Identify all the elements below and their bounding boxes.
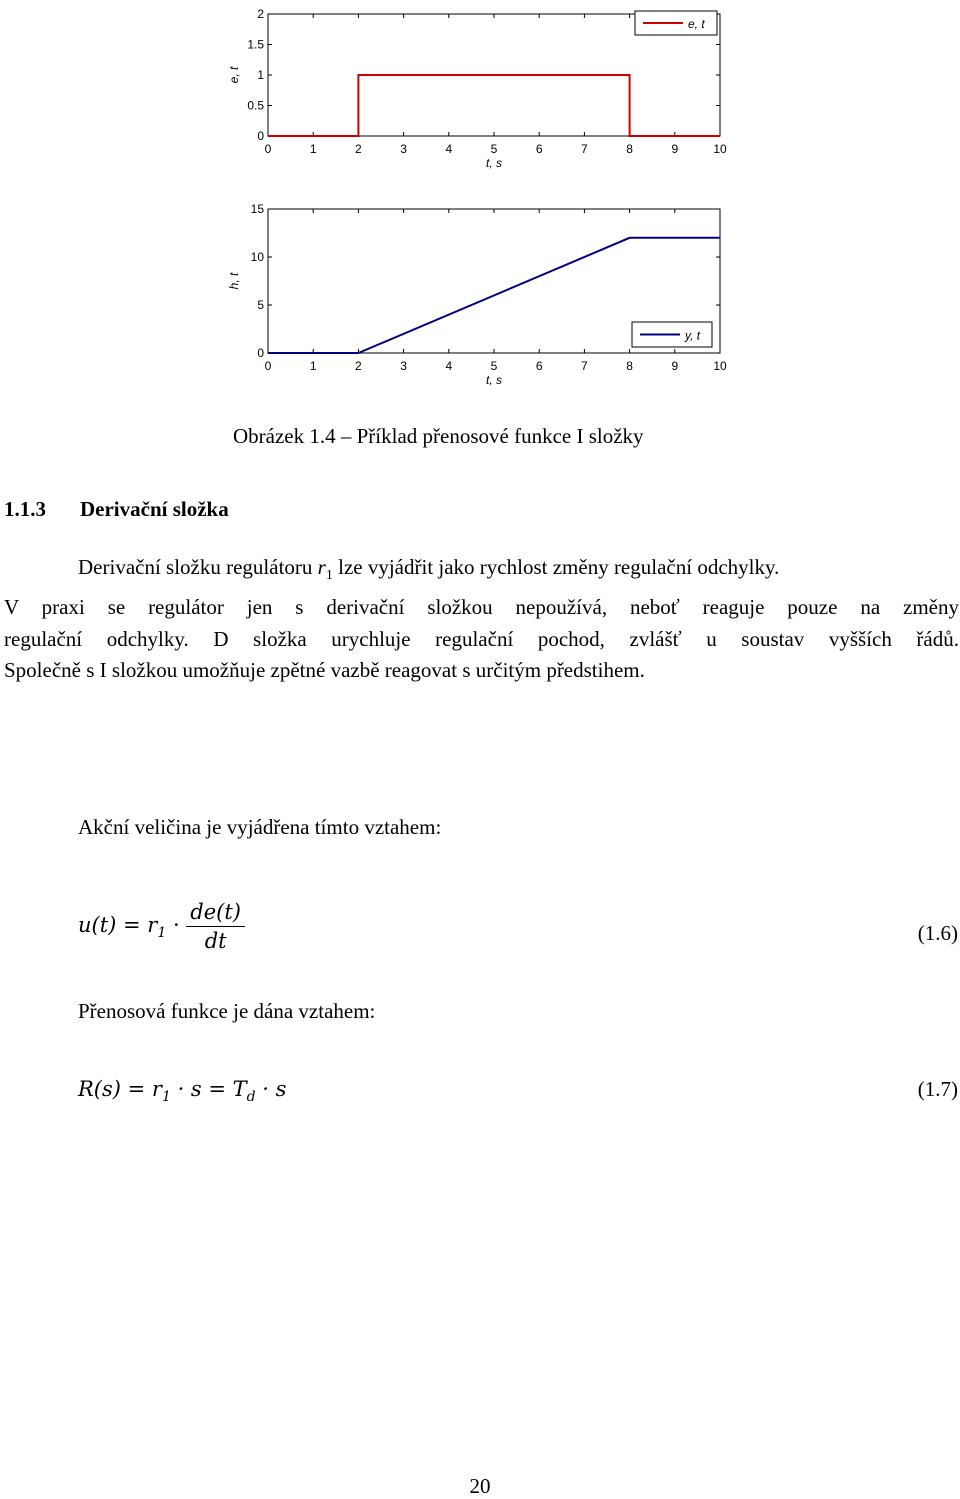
x-tick-label: 10 [713, 359, 727, 373]
eq-part: · s = T [170, 1077, 247, 1101]
paragraph-line-3: regulační odchylky. D složka urychluje regulační pochod, zvlášť u soustav vyšších řádů. [4, 626, 959, 651]
x-tick-label: 8 [626, 142, 633, 156]
x-tick-label: 5 [490, 142, 498, 156]
eq-numerator: de(t) [186, 900, 245, 927]
y-tick-label: 10 [250, 250, 264, 264]
x-tick-label: 4 [445, 359, 453, 373]
eq-part: · s [255, 1077, 287, 1101]
intro-action-variable: Akční veličina je vyjádřena tímto vztahem: [78, 815, 442, 839]
eq-dot: · [166, 913, 187, 937]
paragraph-text: Derivační složku regulátoru [78, 555, 318, 579]
eq-fraction [186, 900, 245, 953]
legend-label: y, t [685, 328, 701, 343]
section-title: Derivační složka [80, 497, 229, 521]
x-tick-label: 7 [581, 359, 588, 373]
paragraph-line-2: V praxi se regulátor jen s derivační složkou nepoužívá, neboť reaguje pouze na změny [4, 594, 959, 619]
equation-1-6 [78, 900, 245, 953]
x-tick-label: 10 [713, 142, 727, 156]
x-axis-label: t, s [485, 373, 503, 387]
x-tick-label: 9 [671, 359, 679, 373]
legend-label: e, t [688, 17, 705, 31]
x-tick-label: 7 [581, 142, 588, 156]
y-tick-label: 5 [257, 298, 264, 312]
x-axis-label: t, s [485, 156, 503, 170]
eq-denominator: dt [204, 929, 227, 953]
eq-lhs: u(t) = r [78, 913, 158, 937]
x-tick-label: 4 [445, 142, 453, 156]
x-tick-label: 0 [264, 359, 272, 373]
equation-number-1-6: (1.6) [917, 921, 958, 945]
x-tick-label: 2 [355, 142, 362, 156]
eq-subscript: 1 [161, 1089, 171, 1106]
y-axis-label: e, t [227, 66, 241, 84]
paragraph-line-4: Společně s I složkou umožňuje zpětné vazbě reagovat s určitým předstihem. [4, 658, 645, 683]
x-tick-label: 3 [400, 142, 407, 156]
y-tick-label: 0 [257, 346, 264, 360]
eq-subscript: 1 [157, 925, 167, 942]
y-tick-label: 1.5 [247, 37, 264, 52]
x-tick-label: 5 [490, 359, 498, 373]
section-heading [4, 497, 229, 522]
x-tick-label: 3 [400, 359, 407, 373]
y-tick-label: 0 [257, 129, 264, 143]
figure-1-4 [0, 0, 960, 400]
plot-error-signal [227, 7, 727, 170]
x-tick-label: 1 [309, 142, 317, 156]
paragraph-text: lze vyjádřit jako rychlost změny regulační odchylky. [332, 555, 780, 579]
x-tick-label: 6 [535, 142, 543, 156]
y-tick-label: 15 [250, 202, 264, 216]
x-tick-label: 1 [309, 359, 317, 373]
x-tick-label: 8 [626, 359, 633, 373]
x-tick-label: 0 [264, 142, 272, 156]
section-number: 1.1.3 [4, 497, 46, 521]
y-tick-label: 2 [257, 7, 264, 21]
page-number: 20 [469, 1474, 491, 1498]
eq-part: R(s) = r [78, 1077, 162, 1101]
y-axis-label: h, t [227, 272, 241, 290]
y-tick-label: 1 [257, 68, 264, 82]
figure-caption: Obrázek 1.4 – Příklad přenosové funkce I složky [233, 424, 644, 448]
eq-subscript: d [246, 1089, 256, 1106]
equation-1-7 [78, 1077, 286, 1105]
variable-r: r [317, 555, 326, 579]
x-tick-label: 2 [355, 359, 362, 373]
subscript: 1 [325, 568, 333, 584]
equation-number-1-7: (1.7) [917, 1077, 958, 1101]
y-tick-label: 0.5 [247, 98, 264, 113]
intro-transfer-function: Přenosová funkce je dána vztahem: [78, 999, 376, 1023]
paragraph-line-1 [4, 552, 959, 592]
x-tick-label: 6 [535, 359, 543, 373]
x-tick-label: 9 [671, 142, 679, 156]
body-paragraph [4, 552, 959, 687]
plot-output-signal [227, 202, 727, 387]
